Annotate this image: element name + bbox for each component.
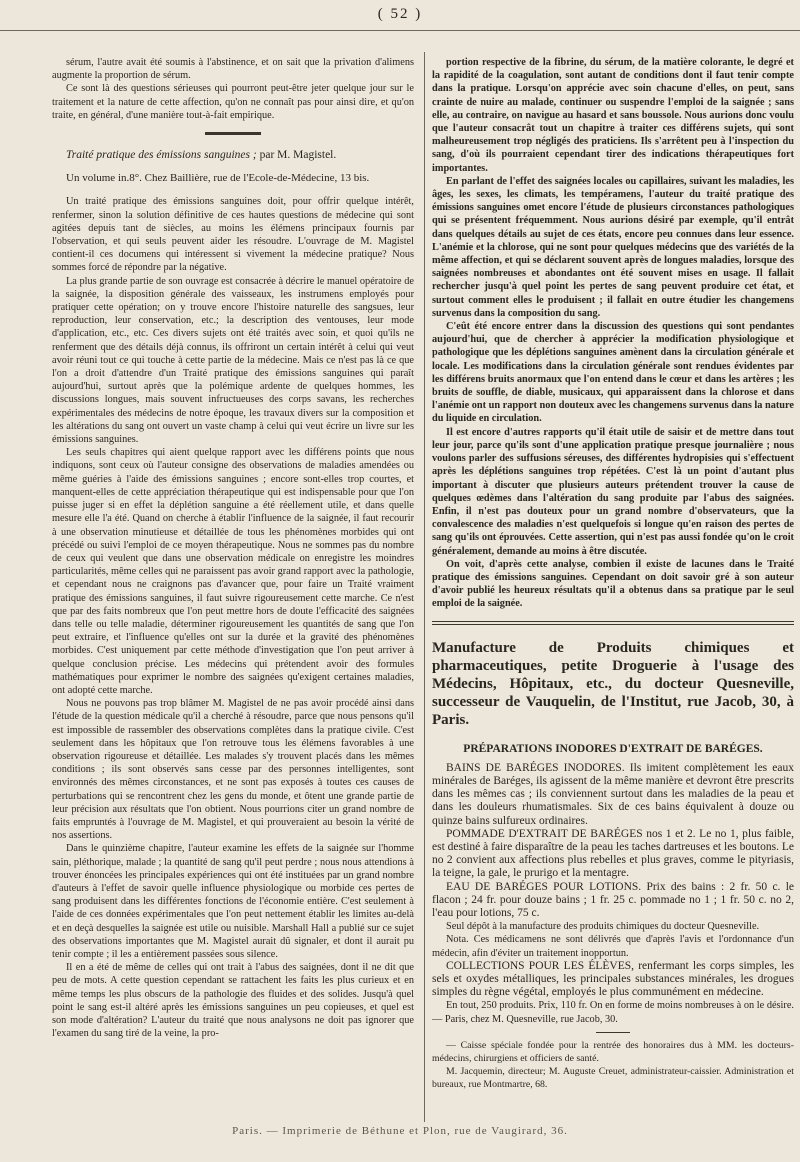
article-paragraph: Il en a été de même de celles qui ont trait à l'abus des saignées, dont il ne dit que peu de mots. A cette question cependant se rattachent les faits les plus curieux et en même temps les plus obscurs de la pathologie des fluides et des solides. Jusqu'à quel point le sang est-il altéré après les émissions sanguines un peu copieuses, et quel est son mode d'altération? L'auteur du traité que nous analysons ne doit pas ignorer que l'examen du sang tiré de la veine, la pro- xyxy=(52,962,414,1040)
article-paragraph: Les seuls chapitres qui aient quelque rapport avec les différens points que nous indiquons, sont ceux où l'auteur consigne des observations de maladies amendées ou même guéries à l'aide des émissions sanguines ; encore sont-elles trop courtes, et manquent-elles de cette appréciation thérapeutique qui est indispensable pour que l'on puisse juger si en effet la déplétion sanguine a été réellement utile, et dans quelle mesure elle l'a été. Quand on cherche à établir l'influence de la saignée, il faut recourir à une observation minutieuse et détaillée de tous les phénomènes morbides qui ont précédé ou suivi l'emploi de ce moyen thérapeutique. Nous ne sommes pas du nombre de ceux qui veulent que dans une observation médicale on enregistre les moindres particularités, même celles qui ne paraissent pas avoir grand rapport avec la pathologie, et cependant nous ne craignons pas d'avancer que, pour faire un Traité vraiment pratique des émissions sanguines, il faut suivre rigoureusement cette marche. Ce n'est que par des faits nombreux que l'on peut mettre hors de doute l'efficacité des saignées dans telle ou telle maladie, déterminer rigoureusement les quantités de sang que l'on peut extraire, et l'influence qu'elles ont sur la durée et la gravité des phénomènes morbides. C'est uniquement par cette méthode d'investigation que l'on peut arriver à quelque conclusion précise. Les médecins qui prétendent avoir des formules mathématiques pour exprimer le nombre des saignées qu'exigent certaines maladies, ont adopté cette marche. xyxy=(52,447,414,696)
printer-footer: Paris. — Imprimerie de Béthune et Plon, rue de Vaugirard, 36. xyxy=(232,1125,568,1137)
page-number: ( 52 ) xyxy=(377,6,423,22)
review-publisher: Un volume in.8°. Chez Baillière, rue de l'Ecole-de-Médecine, 13 bis. xyxy=(66,172,370,185)
short-rule xyxy=(596,1032,630,1033)
intro-paragraph: sérum, l'autre avait été soumis à l'abstinence, et on sait que la privation d'alimens augmente la proportion de sérum. xyxy=(52,57,414,82)
article-paragraph: Nous ne pouvons pas trop blâmer M. Magistel de ne pas avoir procédé ainsi dans l'étude de la question médicale qu'il a cherché à résoudre, parce que nous pensons qu'il est impossible de rassembler des observations complètes dans la pratique civile. C'est seulement dans les hôpitaux que l'on retrouve tous les élémens favorables à une observation rigoureuse et détaillée. Les malades s'y trouvent placés dans les mêmes conditions ; ils sont observés sans cesse par des personnes intelligentes, sont environnés des mêmes circonstances, et ne sont pas exposés à toutes ces causes de perturbations qui se rencontrent chez les gens du monde, et ôtent une grande partie de leur précision aux résultats que l'on obtient. Nous pourrions citer un grand nombre de faits empruntés à l'ouvrage de M. Magistel, et qui prouveraient au besoin la vérité de nos assertions. xyxy=(52,698,414,842)
double-rule xyxy=(432,621,794,625)
review-author: par M. Magistel. xyxy=(259,149,337,162)
review-heading xyxy=(52,149,414,162)
notice: M. Jacquemin, directeur; M. Auguste Creuet, administrateur-caissier. Administration et bureaux, rue Montmartre, 68. xyxy=(432,1066,794,1091)
article-paragraph: Un traité pratique des émissions sanguines doit, pour offrir quelque intérêt, renfermer, sinon la solution définitive de ces hautes questions de médecine qui sont agitées depuis tant de siècles, au moins les élémens principaux fournis par l'observation, et qui seuls peuvent aider les résoudre. L'ouvrage de M. Magistel contient-il ces documens qui intéressent si vivement la médecine pratique? Nous sommes forcé de répondre par la négative. xyxy=(52,196,414,274)
ad-section-title: PRÉPARATIONS INODORES D'EXTRAIT DE BARÉGES. xyxy=(463,742,763,755)
ad-item: BAINS DE BARÉGES INODORES. Ils imitent complètement les eaux minérales de Baréges, ils agissent de la même manière et devront être prescrits dans les mêmes cas ; ils conviennent surtout dans les maladies de la peau et dans les douleurs rhumatismales. Six de ces bains équivalent à douze ou quinze bains sulfureux ordinaires. xyxy=(432,761,794,827)
advertisement xyxy=(432,639,794,1092)
left-column xyxy=(52,56,414,1116)
article-paragraph: portion respective de la fibrine, du sérum, de la matière colorante, le degré et la rapidité de la coagulation, sont autant de conditions dont il faut tenir compte dans la pratique. Lorsqu'on apprécie avec soin chacune d'elles, on peut, sans crainte de nuire au malade, continuer ou suspendre l'emploi de la saignée ; sans elle, au contraire, on navigue au hasard et sans boussole. Nous aurions donc voulu que l'auteur consacrât tout un chapitre à traiter ces différens sujets, qui sont malheureusement trop négligés des praticiens. Ils s'arrêtent peu à l'inspection du sang, d'où ils pourraient cependant tirer des indications thérapeutiques fort importantes. xyxy=(432,57,794,174)
article-paragraph: La plus grande partie de son ouvrage est consacrée à décrire le manuel opératoire de la saignée, la disposition générale des vaisseaux, les instrumens employés pour pratiquer cette opération; on y trouve encore l'histoire naturelle des sangsues, leur reproduction, leur conservation, etc.; la description des ventouses, leur mode d'application, etc., etc. Ces divers sujets ont été traités avec soin, et quoi qu'ils ne renferment que des détails déjà connus, ils offriront un certain intérêt à celui qui veut avoir réuni tout ce qui touche à cette partie de la médecine. Mais ce n'est pas là ce que l'on a droit d'attendre d'un Traité pratique des émissions sanguines qui paraît aujourd'hui, surtout après que la polémique ardente de quelques hommes, les discussions longues, mais souvent infructueuses des corps savans, les recherches expérimentales des médecins de notre époque, les travaux divers sur la composition et les altérations du sang ont ouvert un vaste champ à celui qui veut écrire un livre sur les émissions sanguines. xyxy=(52,275,414,446)
ad-item: COLLECTIONS POUR LES ÉLÈVES, renfermant les corps simples, les sels et oxydes métalliques, les principales substances minérales, les drogues simples du règne végétal, employés le plus communément en médecine. xyxy=(432,959,794,999)
ad-item: Nota. Ces médicamens ne sont délivrés que d'après l'avis et l'ordonnance d'un médecin, afin d'éviter un traitement inopportun. xyxy=(432,934,794,959)
ad-item: POMMADE D'EXTRAIT DE BARÉGES nos 1 et 2. Le no 1, plus faible, est destiné à faire disparaître de la peau les taches dartreuses et les boutons. Le no 2 convient aux affections plus rebelles et plus graves, comme le pityriasis, la teigne, la gale, le prurigo et la mentagre. xyxy=(432,827,794,880)
ad-title: Manufacture de Produits chimiques et pharmaceutiques, petite Droguerie à l'usage des Médecins, Hôpitaux, etc., du docteur Quesneville, successeur de Vauquelin, de l'Institut, rue Jacob, 30, à Paris. xyxy=(432,639,794,728)
article-paragraph: On voit, d'après cette analyse, combien il existe de lacunes dans le Traité pratique des émissions sanguines. Cependant on doit savoir gré à son auteur d'avoir publié les heureux résultats qu'il a obtenus dans sa pratique par le seul emploi de la saignée. xyxy=(432,558,794,610)
review-title: Traité pratique des émissions sanguines ; xyxy=(66,149,257,162)
notice: — Caisse spéciale fondée pour la rentrée des honoraires dus à MM. les docteurs-médecins, chirurgiens et officiers de santé. xyxy=(432,1039,794,1064)
ad-item: Seul dépôt à la manufacture des produits chimiques du docteur Quesneville. xyxy=(446,921,760,933)
ornament-rule xyxy=(205,132,261,135)
article-paragraph: Il est encore d'autres rapports qu'il était utile de saisir et de mettre dans tout leur jour, parce qu'ils sont d'une application pratique presque journalière ; nous voulons parler des suffusions séreuses, des différentes hydropisies qui s'effectuent après les déplétions sanguines trop répétées. C'est là un point d'autant plus important à discuter que plusieurs auteurs prétendent trouver la cause de quelques œdèmes dans l'altération du sang produite par l'abus des saignées. Enfin, il n'est pas douteux pour un grand nombre d'observateurs, que la convalescence des maladies n'est quelquefois si longue qu'en raison des pertes de sang qu'ils ont éprouvées. Cette assertion, qui n'est pas aussi fondée qu'on le croit généralement, demande au moins à être discutée. xyxy=(432,426,794,557)
top-rule xyxy=(0,30,800,31)
article-continuation xyxy=(432,56,794,611)
article-paragraph: En parlant de l'effet des saignées locales ou capillaires, suivant les maladies, les âges, les sexes, les climats, les tempéramens, l'auteur du traité pratique des émissions sanguines omet encore l'étude de plusieurs circonstances pathologiques qui se présentent fréquemment. Nous aurions désiré par exemple, qu'il entrât dans quelques détails au sujet de ces états, encore peu connues dans leur essence. L'anémie et la chlorose, qui ne sont pour quelques médecins que des variétés de la même affection, et qui se déclarent souvent après de longues maladies, lorsque des saignées nombreuses et abondantes ont été souvent mises en usage. Il fallait rechercher jusqu'à quel point les pertes de sang peuvent produire cet état, et surtout comment elles le produisent ; il fallait en outre étudier les changemens survenus dans la composition du sang. xyxy=(432,175,794,319)
column-divider xyxy=(424,52,425,1122)
ad-item: EAU DE BARÉGES POUR LOTIONS. Prix des bains : 2 fr. 50 c. le flacon ; 24 fr. pour douze bains ; 1 fr. 25 c. pommade no 1 ; 1 fr. 50 c. no 2, l'eau pour lotions, 75 c. xyxy=(432,880,794,919)
article-paragraph: Dans le quinzième chapitre, l'auteur examine les effets de la saignée sur l'homme sain, pléthorique, malade ; la quantité de sang qu'il peut perdre ; nous nous attendions à trouver énoncées les principales expériences qui ont été instituées par un grand nombre d'auteurs à l'effet de savoir quelle influence physiologique ou morbide ces pertes de sang produisent dans les différentes fonctions de l'économie entière. C'est seulement à l'aide de ces données expérimentales que l'on peut nettement établir les limites au-delà et en deçà desquelles la saignée est utile ou nuisible. Marshall Hall a publié sur ce sujet des observations importantes que M. Magistel aurait dû signaler, et dont il aurait pu tenir compte ; il les a entièrement passées sous silence. xyxy=(52,843,414,960)
ad-item: En tout, 250 produits. Prix, 110 fr. On en forme de moins nombreuses à on le désire. — Paris, chez M. Quesneville, rue Jacob, 30. xyxy=(432,1000,794,1025)
intro-paragraph: Ce sont là des questions sérieuses qui pourront peut-être jeter quelque jour sur le traitement et la nature de cette affection, qu'on ne connaît pas pour ainsi dire, et qu'on traite, en général, d'une manière tout-à-fait empirique. xyxy=(52,83,414,121)
article-paragraph: C'eût été encore entrer dans la discussion des questions qui sont pendantes aujourd'hui, que de chercher à apprécier la modification physiologique et pathologique que les déplétions sanguines amènent dans la circulation générale et locale. Les modifications dans la circulation générale sont rendues évidentes par les différens bruits anormaux que l'on entend dans le cœur et dans les artères ; les bruits de souffle, de diable, musicaux, qui apparaissent dans la chlorose et dans l'anémie ont un rapport non douteux avec les changemens survenus dans la nature du liquide en circulation. xyxy=(432,321,794,425)
right-column xyxy=(432,56,794,1116)
